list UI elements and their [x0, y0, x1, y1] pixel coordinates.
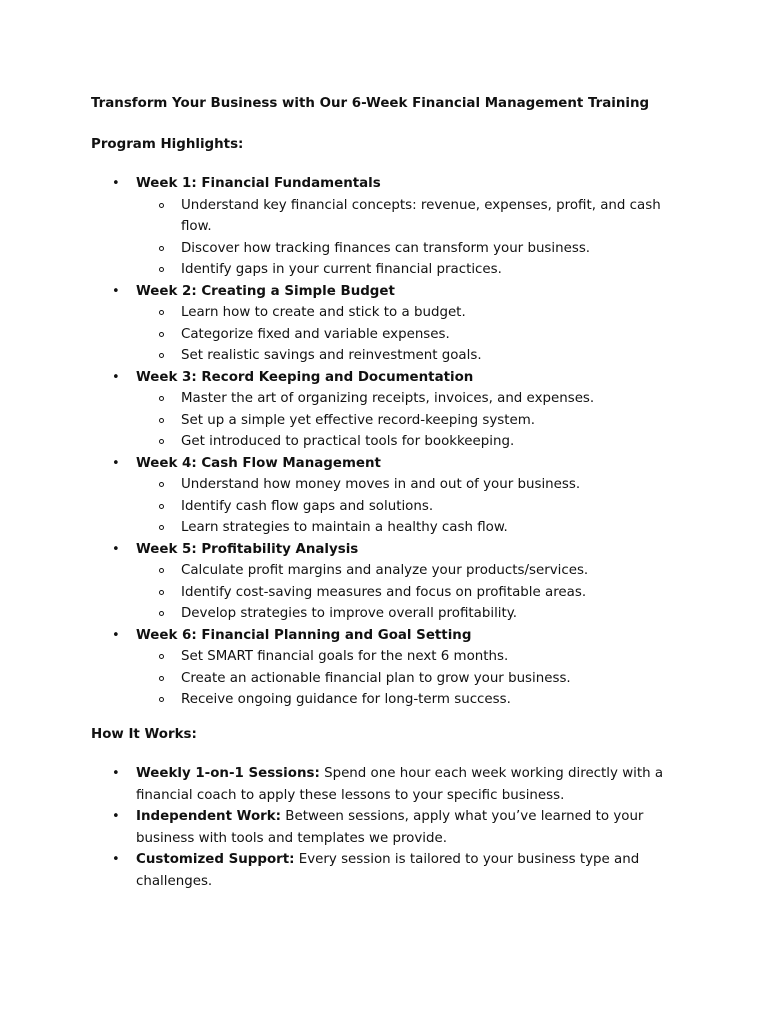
- week-item: [0, 173, 666, 281]
- topic-text: Understand key financial concepts: revenue, expenses, profit, and cash flow.: [181, 197, 661, 234]
- topic-text: Discover how tracking finances can transform your business.: [181, 240, 591, 256]
- how-item-label: Independent Work:: [136, 809, 282, 824]
- topic-item: [136, 582, 681, 604]
- weeks-list: [0, 173, 768, 711]
- how-item: [0, 806, 666, 849]
- week-topics: [136, 195, 666, 281]
- bullet-icon: •: [112, 766, 120, 781]
- how-item: [0, 763, 666, 806]
- week-title: Week 5: Profitability Analysis: [136, 541, 359, 557]
- topic-text: Categorize fixed and variable expenses.: [181, 326, 450, 342]
- topic-item: [136, 324, 681, 346]
- week-title: Week 4: Cash Flow Management: [136, 455, 381, 471]
- topic-text: Set up a simple yet effective record-keeping system.: [181, 412, 536, 428]
- how-it-works-heading: How It Works:: [91, 727, 197, 742]
- topic-item: [136, 195, 681, 238]
- bullet-icon: •: [112, 541, 120, 557]
- bullet-icon: •: [112, 455, 120, 471]
- bullet-icon: •: [112, 176, 120, 191]
- topic-item: [136, 474, 681, 496]
- week-item: [0, 367, 666, 453]
- week-title: Week 1: Financial Fundamentals: [136, 176, 381, 191]
- circle-bullet-icon: [159, 525, 164, 530]
- circle-bullet-icon: [159, 654, 164, 659]
- circle-bullet-icon: [159, 482, 164, 487]
- how-item-text: Spend one hour each week working directly with a financial coach to apply these lessons to your specific business.: [136, 766, 664, 803]
- topic-item: [136, 345, 681, 367]
- topic-item: [136, 517, 681, 539]
- bullet-icon: •: [112, 283, 120, 299]
- circle-bullet-icon: [159, 203, 164, 208]
- circle-bullet-icon: [159, 504, 164, 509]
- circle-bullet-icon: [159, 332, 164, 337]
- topic-item: [136, 646, 681, 668]
- topic-text: Set SMART financial goals for the next 6 months.: [181, 649, 509, 664]
- bullet-icon: •: [112, 809, 120, 824]
- bullet-icon: •: [112, 369, 120, 385]
- week-topics: [136, 388, 666, 453]
- circle-bullet-icon: [159, 267, 164, 272]
- week-item: [0, 625, 666, 711]
- circle-bullet-icon: [159, 353, 164, 358]
- topic-item: [136, 431, 681, 453]
- circle-bullet-icon: [159, 568, 164, 573]
- topic-text: Master the art of organizing receipts, invoices, and expenses.: [181, 391, 595, 406]
- topic-item: [136, 388, 681, 410]
- topic-text: Learn how to create and stick to a budget.: [181, 305, 466, 320]
- circle-bullet-icon: [159, 439, 164, 444]
- topic-text: Create an actionable financial plan to grow your business.: [181, 670, 571, 686]
- topic-text: Receive ongoing guidance for long-term success.: [181, 692, 511, 707]
- topic-text: Get introduced to practical tools for bookkeeping.: [181, 434, 515, 449]
- topic-item: [136, 410, 681, 432]
- topic-text: Identify gaps in your current financial practices.: [181, 262, 502, 277]
- bullet-icon: •: [112, 852, 120, 867]
- circle-bullet-icon: [159, 418, 164, 423]
- bullet-icon: •: [112, 627, 120, 643]
- topic-item: [136, 259, 681, 281]
- topic-text: Identify cash flow gaps and solutions.: [181, 498, 434, 514]
- how-item-text: Between sessions, apply what you’ve learned to your business with tools and templates we provide.: [136, 809, 644, 846]
- topic-text: Set realistic savings and reinvestment goals.: [181, 348, 482, 363]
- week-item: [0, 453, 666, 539]
- week-topics: [136, 302, 666, 367]
- circle-bullet-icon: [159, 697, 164, 702]
- topic-item: [136, 560, 681, 582]
- week-topics: [136, 560, 666, 625]
- topic-item: [136, 689, 681, 711]
- topic-text: Calculate profit margins and analyze your products/services.: [181, 563, 589, 578]
- week-title: Week 2: Creating a Simple Budget: [136, 283, 395, 299]
- topic-text: Understand how money moves in and out of your business.: [181, 477, 581, 492]
- circle-bullet-icon: [159, 396, 164, 401]
- how-it-works-list: [0, 763, 768, 892]
- circle-bullet-icon: [159, 611, 164, 616]
- circle-bullet-icon: [159, 246, 164, 251]
- how-item-label: Customized Support:: [136, 852, 295, 867]
- document-title: Transform Your Business with Our 6-Week Financial Management Training: [91, 96, 650, 111]
- topic-text: Develop strategies to improve overall profitability.: [181, 606, 518, 621]
- topic-item: [136, 603, 681, 625]
- week-item: [0, 539, 666, 625]
- topic-item: [136, 302, 681, 324]
- circle-bullet-icon: [159, 310, 164, 315]
- how-item-label: Weekly 1-on-1 Sessions:: [136, 766, 320, 781]
- week-title: Week 6: Financial Planning and Goal Setting: [136, 627, 472, 643]
- week-item: [0, 281, 666, 367]
- topic-item: [136, 238, 681, 260]
- topic-item: [136, 668, 681, 690]
- circle-bullet-icon: [159, 590, 164, 595]
- program-highlights-heading: Program Highlights:: [91, 137, 244, 152]
- week-topics: [136, 474, 666, 539]
- topic-text: Identify cost-saving measures and focus on profitable areas.: [181, 584, 587, 600]
- week-title: Week 3: Record Keeping and Documentation: [136, 369, 474, 385]
- topic-item: [136, 496, 681, 518]
- week-topics: [136, 646, 666, 711]
- how-item-text: Every session is tailored to your business type and challenges.: [136, 852, 640, 889]
- topic-text: Learn strategies to maintain a healthy cash flow.: [181, 520, 508, 535]
- how-item: [0, 849, 666, 892]
- circle-bullet-icon: [159, 676, 164, 681]
